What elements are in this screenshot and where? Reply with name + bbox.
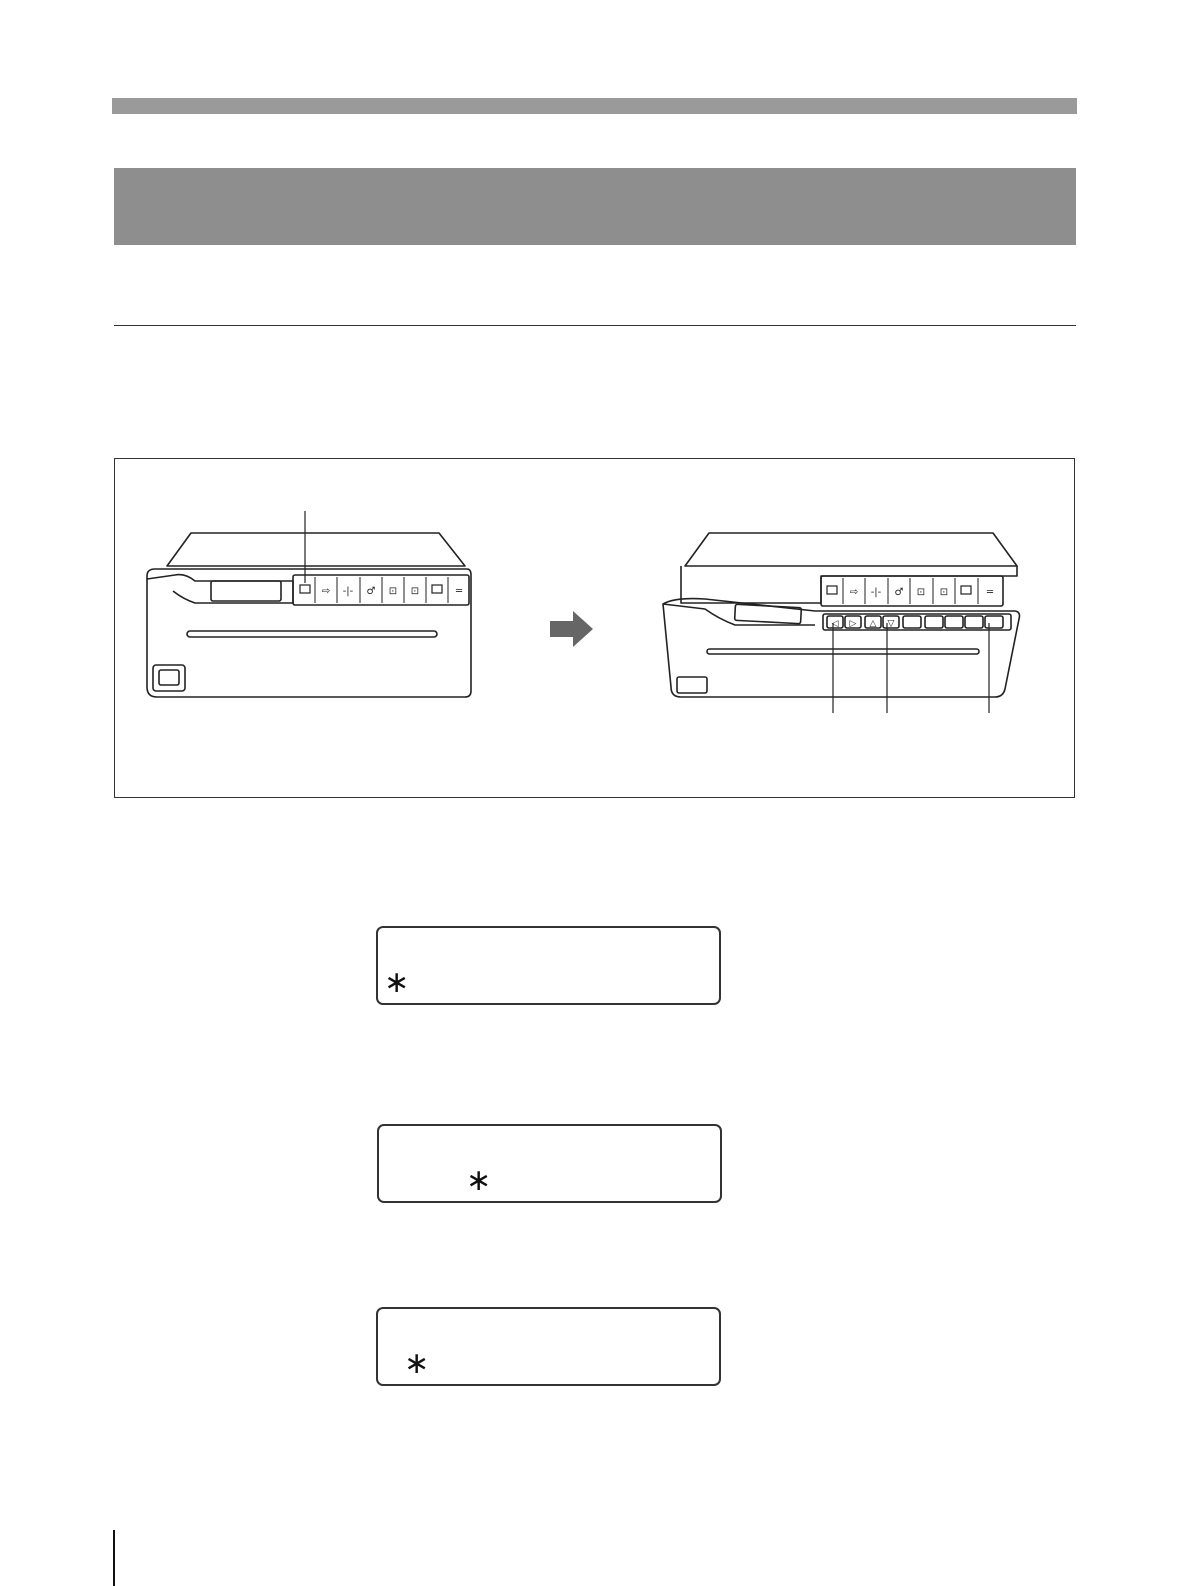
print-icon: ⇨ — [849, 587, 859, 598]
panel-open-icon — [827, 586, 837, 594]
asterisk-cursor-icon: ∗ — [404, 1346, 430, 1381]
lcd-display-2 — [377, 1124, 722, 1203]
down-arrow-icon: ▽ — [887, 619, 895, 629]
asterisk-cursor-icon: ∗ — [466, 1163, 492, 1198]
memory-icon: ⊡ — [388, 586, 398, 597]
stop-icon — [432, 585, 442, 593]
adjust-icon: -|- — [342, 586, 354, 597]
section-title-band — [114, 168, 1076, 245]
copy-icon: ⊡ — [410, 586, 420, 597]
header-bar — [112, 98, 1077, 114]
adjust-icon: -|- — [870, 587, 882, 598]
printer-figure — [114, 458, 1075, 798]
menu-icon: ═ — [455, 586, 463, 597]
printer-open-illustration — [663, 533, 1020, 713]
section-divider — [114, 325, 1076, 326]
color-icon: ♂ — [366, 586, 376, 597]
printer-closed-illustration — [147, 511, 471, 697]
copy-icon: ⊡ — [939, 587, 949, 598]
left-arrow-icon: ◁ — [831, 619, 839, 629]
panel-open-icon — [300, 585, 310, 593]
printer-illustration — [115, 459, 1076, 799]
lcd-display-1 — [376, 926, 721, 1005]
memory-icon: ⊡ — [916, 587, 926, 598]
stop-icon — [961, 586, 971, 594]
page-margin-line — [113, 1530, 115, 1586]
right-arrow-icon — [550, 611, 593, 647]
right-arrow-icon: ▷ — [849, 619, 857, 629]
lcd-display-3 — [376, 1307, 721, 1386]
color-icon: ♂ — [894, 587, 904, 598]
print-icon: ⇨ — [321, 586, 331, 597]
asterisk-cursor-icon: ∗ — [384, 965, 410, 1000]
menu-icon: ═ — [986, 587, 994, 598]
up-arrow-icon: △ — [869, 619, 877, 629]
